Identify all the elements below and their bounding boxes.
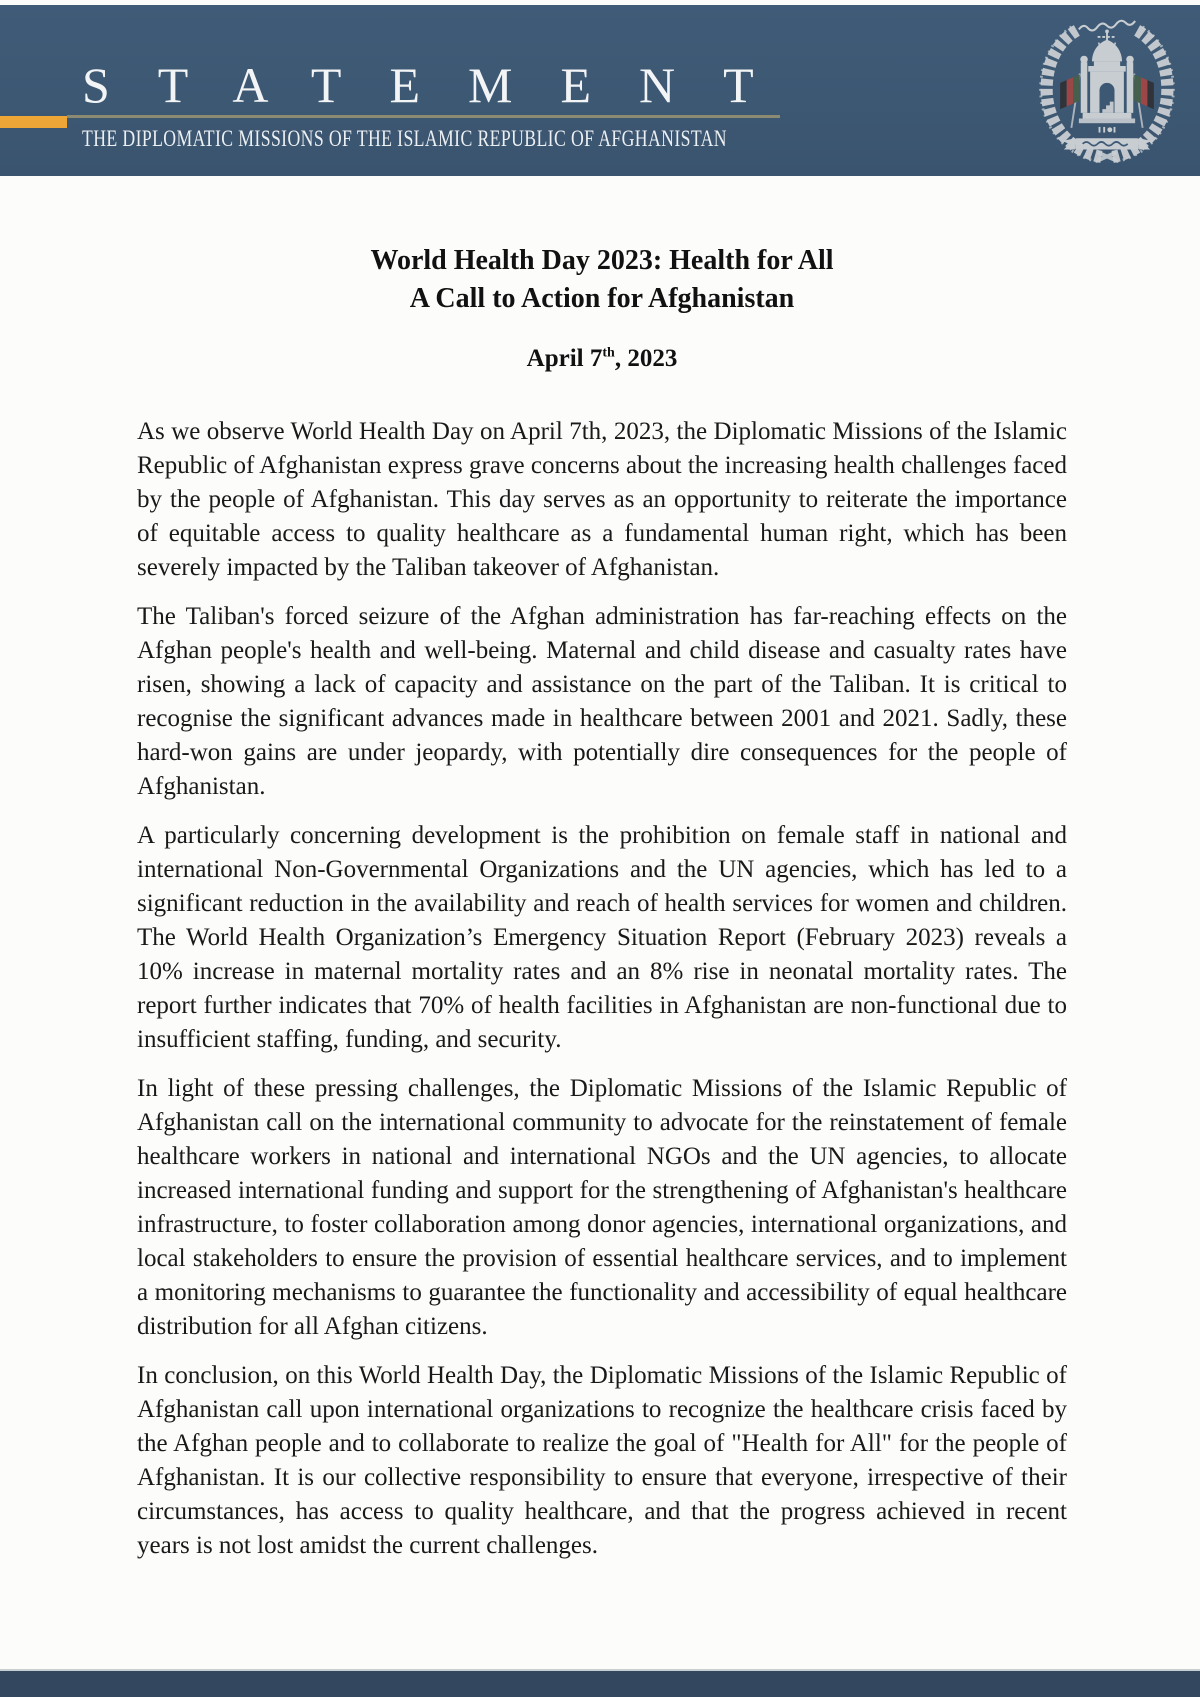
footer-bar [0,1669,1200,1697]
paragraph-3: A particularly concerning development is the prohibition on female staff in national and international Non-Governmental Organizations and the UN agencies, which has led to a significant reduction in the availability and reach of health services for women and children. The World Health Organization’s Emergency Situation Report (February 2023) reveals a 10% increase in maternal mortality rates and an 8% rise in neonatal mortality rates. The report further indicates that 70% of health facilities in Afghanistan are non-functional due to insufficient staffing, funding, and security. [137,822,1067,1053]
document-title [137,242,1067,318]
paragraph-4: In light of these pressing challenges, the Diplomatic Missions of the Islamic Republic of Afghanistan call on the international community to advocate for the reinstatement of female healthcare workers in national and international NGOs and the UN agencies, to allocate increased international funding and support for the strengthening of Afghanistan's healthcare infrastructure, to foster collaboration among donor agencies, international organizations, and local stakeholders to ensure the provision of essential healthcare services, and to implement a monitoring mechanisms to guarantee the functionality and accessibility of equal healthcare distribution for all Afghan citizens. [137,1075,1067,1340]
masthead [0,5,1200,176]
paragraph-1: As we observe World Health Day on April 7th, 2023, the Diplomatic Missions of the Islamic Republic of Afghanistan express grave concerns about the increasing health challenges faced by the people of Afghanistan. This day serves as an opportunity to reiterate the importance of equitable access to quality healthcare as a fundamental human right, which has been severely impacted by the Taliban takeover of Afghanistan. [137,418,1067,581]
statement-body [0,176,1200,1578]
emblem-mosque [1079,29,1135,123]
document-date [137,345,1067,373]
afghanistan-national-emblem-icon [1032,10,1182,167]
statement-wordmark: STATEMENT [82,57,802,113]
masthead-rule-line [67,115,780,118]
emblem-flag-left [1060,74,1080,128]
emblem-script [1079,21,1135,31]
emblem-flag-right [1134,74,1154,128]
date-year: , 2023 [614,345,678,372]
paragraph-5: In conclusion, on this World Health Day, the Diplomatic Missions of the Islamic Republic of Afghanistan call upon international organizations to recognize the healthcare crisis faced by the Afghan people and to collaborate to realize the goal of "Health for All" for the people of Afghanistan. It is our collective responsibility to ensure that everyone, irrespective of their circumstances, has access to quality healthcare, and that the progress achieved in recent years is not lost amidst the current challenges. [137,1362,1067,1559]
orange-accent-bar [0,116,67,128]
date-day: April 7 [526,345,603,372]
document-title-line2: A Call to Action for Afghanistan [409,283,795,314]
emblem-year [1100,127,1115,133]
masthead-subtitle: THE DIPLOMATIC MISSIONS OF THE ISLAMIC REPUBLIC OF AFGHANISTAN [82,126,727,151]
document-title-line1: World Health Day 2023: Health for All [370,245,834,276]
paragraph-2: The Taliban's forced seizure of the Afghan administration has far-reaching effects on the Afghan people's health and well-being. Maternal and child disease and casualty rates have risen, showing a lack of capacity and assistance on the part of the Taliban. It is critical to recognise the significant advances made in healthcare between 2001 and 2021. Sadly, these hard-won gains are under jeopardy, with potentially dire consequences for the people of Afghanistan. [137,603,1067,800]
emblem-scroll [1062,138,1152,149]
date-ordinal: th [602,345,615,361]
